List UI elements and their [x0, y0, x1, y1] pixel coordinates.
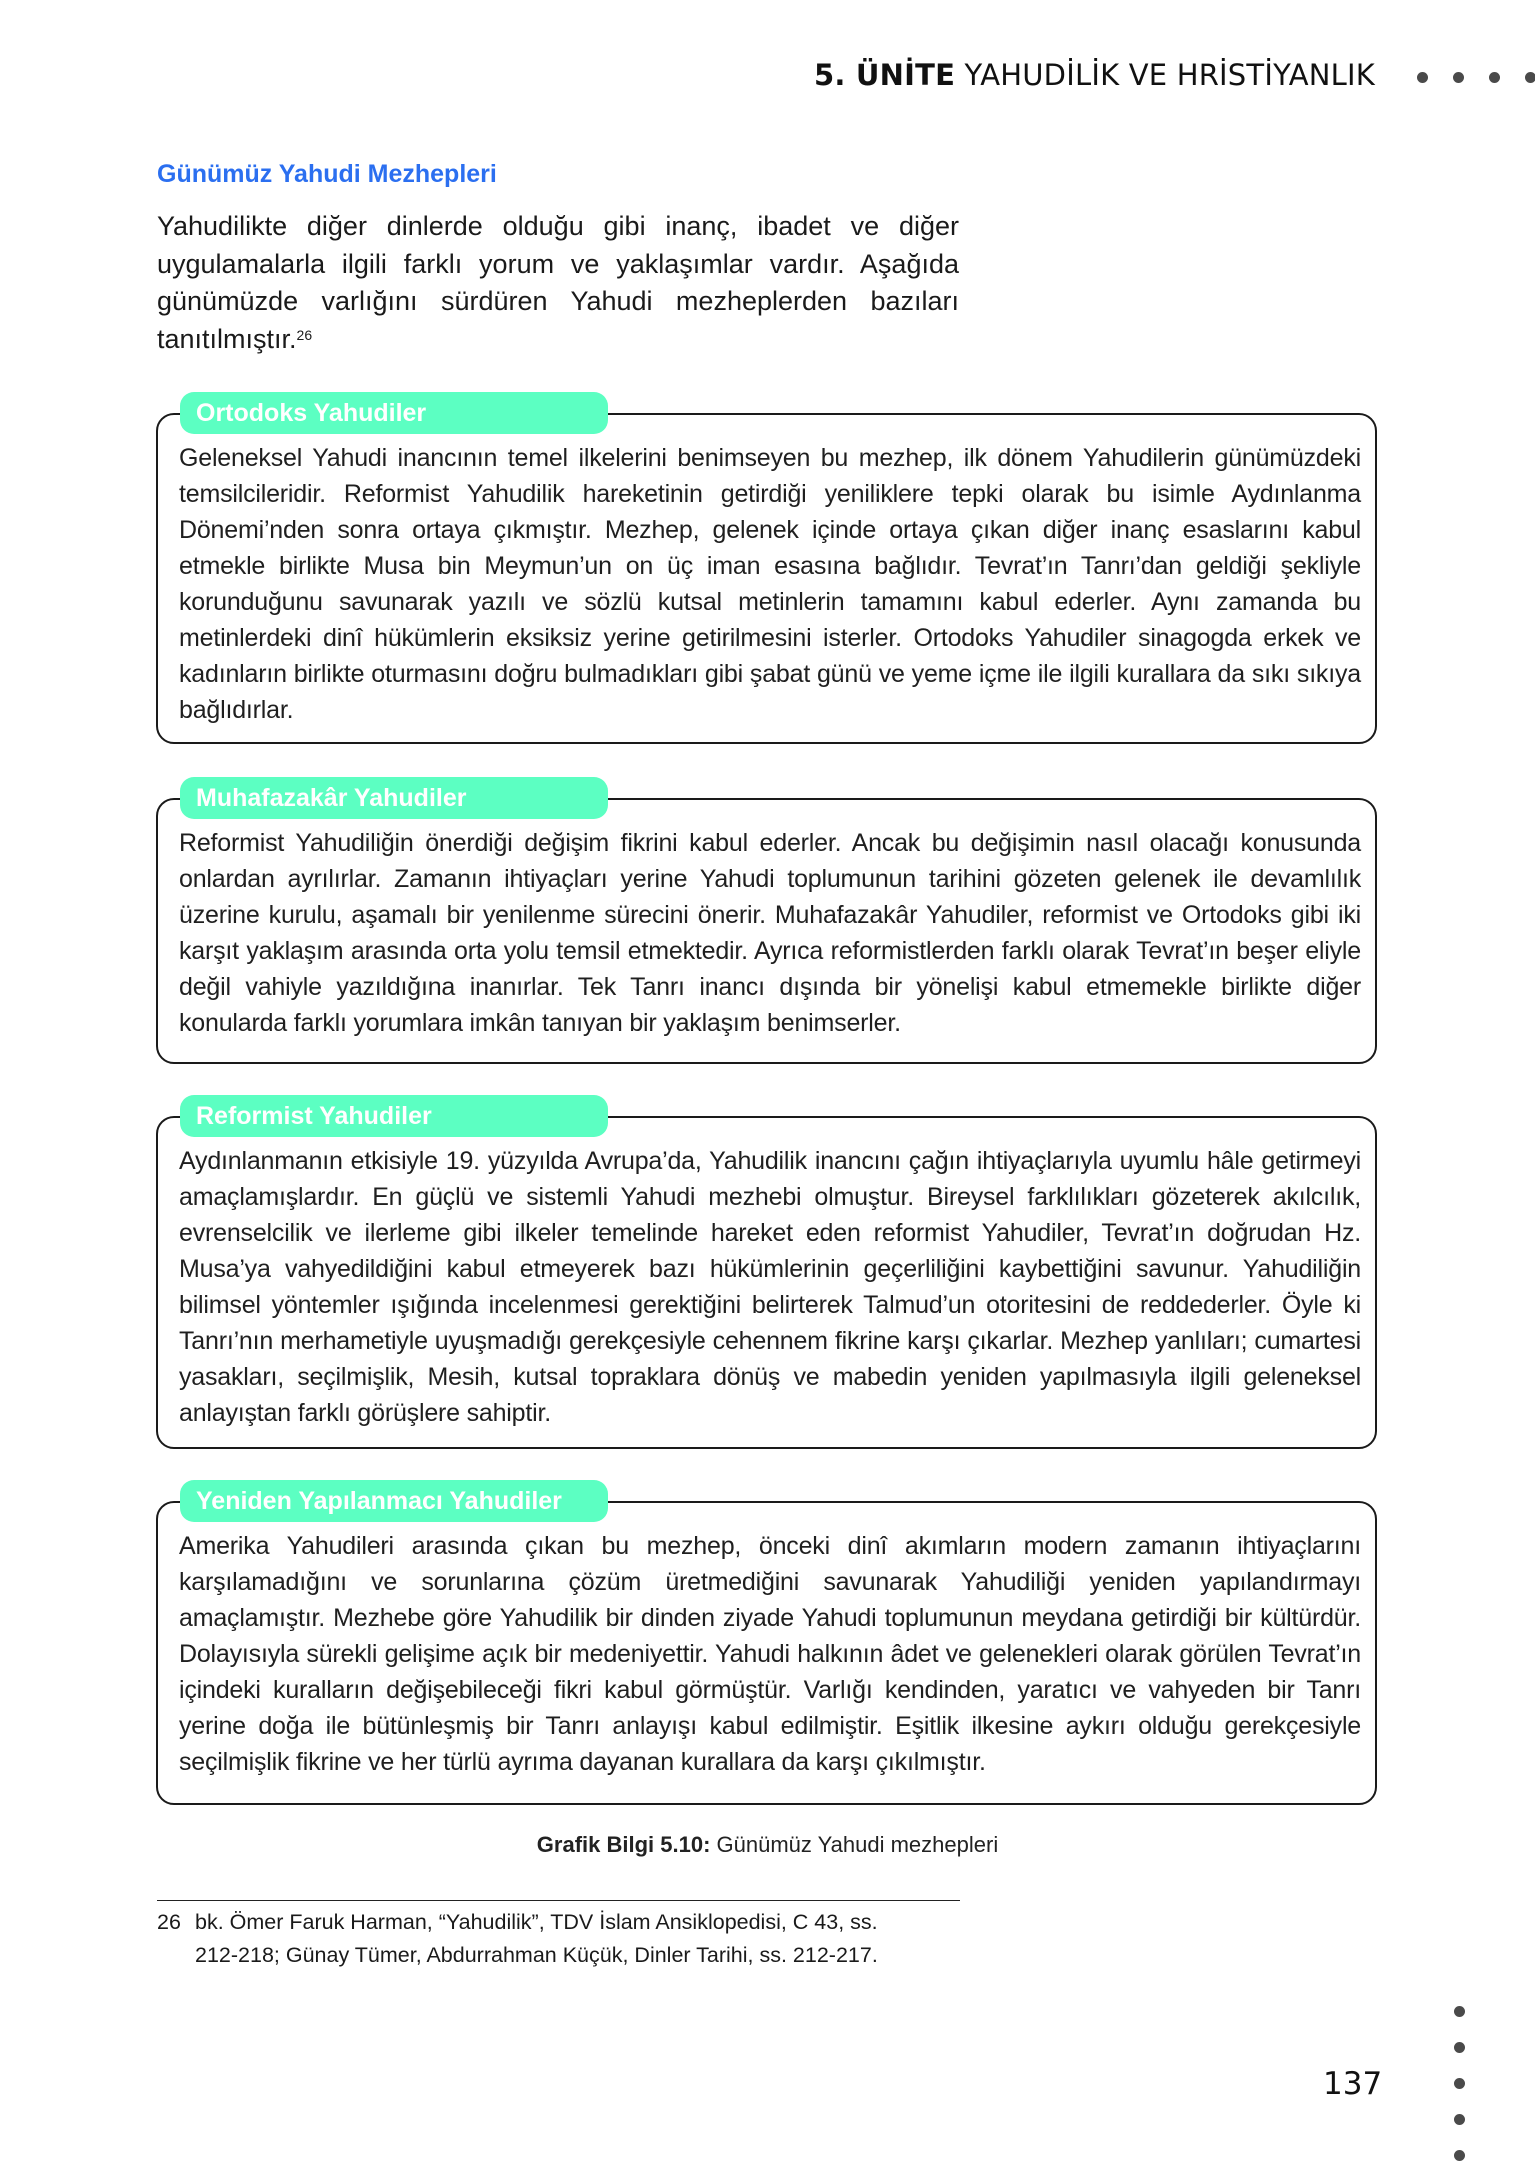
dot-icon	[1489, 72, 1500, 83]
card-title: Ortodoks Yahudiler	[196, 399, 427, 427]
section-title: Günümüz Yahudi Mezhepleri	[157, 160, 497, 188]
header-decor-dots	[1417, 72, 1535, 83]
card-text: Amerika Yahudileri arasında çıkan bu mezhep, önceki dinî akımların modern zamanın ihtiyaçlarını karşılamadığını ve sorunlarına çözüm üretmediğini savunarak Yahudiliği yeniden yapılandırmayı amaçlamıştır. Mezhebe göre Yahudilik bir dinden ziyade Yahudi toplumunun meydana getirdiği bir kültürdür. Dolayısıyla sürekli gelişime açık bir medeniyettir. Yahudi halkının âdet ve gelenekleri olarak görülen Tevrat’ın içindeki kuralların değişebileceği fikri kabul görmüştür. Varlığı kendinden, yaratıcı ve vahyeden bir Tanrı yerine doğa ile bütünleşmiş bir Tanrı anlayışı kabul edilmiştir. Eşitlik ilkesine aykırı olduğu gerekçesiyle seçilmişlik fikrine ve her türlü ayrıma dayanan kurallara da karşı çıkılmıştır.	[179, 1532, 1361, 1776]
unit-label: 5. ÜNİTE	[814, 58, 956, 92]
caption-label: Grafik Bilgi 5.10:	[536, 1832, 711, 1857]
footnote-divider	[157, 1900, 960, 1901]
card-text: Aydınlanmanın etkisiyle 19. yüzyılda Avrupa’da, Yahudilik inancını çağın ihtiyaçlarıyla uyumlu hâle getirmeyi amaçlamışlardır. En güçlü ve sistemli Yahudi mezhebi olmuştur. Bireysel farklılıkları gözeterek akılcılık, evrenselcilik ve ilerleme gibi ilkeler temelinde hareket eden reformist Yahudiler, Tevrat’ın doğrudan Hz. Musa’ya vahyedildiğini kabul etmeyerek bazı hükümlerinin geçerliliğini kaybettiğini savunur. Yahudiliğin bilimsel yöntemler ışığında incelenmesi gerektiğini belirterek Talmud’un otoritesini de reddederler. Öyle ki Tanrı’nın merhametiyle uyuşmadığı gerekçesiyle cehennem fikrine karşı çıkarlar. Mezhep yanlıları; cumartesi yasakları, seçilmişlik, Mesih, kutsal topraklara dönüş ve mabedin yeniden yapılmasıyla ilgili geleneksel anlayıştan farklı görüşlere sahiptir.	[179, 1147, 1361, 1427]
footnote	[157, 1906, 977, 1972]
card-tab	[180, 1095, 608, 1137]
footer-decor-dots	[1454, 2006, 1465, 2161]
footnote-number: 26	[157, 1910, 181, 1934]
footnote-line-2: 212-218; Günay Tümer, Abdurrahman Küçük, Dinler Tarihi, ss. 212-217.	[195, 1943, 878, 1967]
card-tab	[180, 392, 608, 434]
running-header	[814, 58, 1375, 92]
footnote-ref: 26	[296, 326, 313, 343]
page-number: 137	[1323, 2066, 1383, 2102]
card-muhafazakar	[156, 777, 1377, 1064]
dot-icon	[1525, 72, 1535, 83]
card-text: Geleneksel Yahudi inancının temel ilkelerini benimseyen bu mezhep, ilk dönem Yahudilerin günümüzdeki temsilcileridir. Reformist Yahudilik hareketinin getirdiği yeniliklere tepki olarak bu isimle Aydınlanma Dönemi’nden sonra ortaya çıkmıştır. Mezhep, gelenek içinde ortaya çıkan diğer inanç esaslarını kabul etmekle birlikte Musa bin Meymun’un on üç iman esasına bağlıdır. Tevrat’ın Tanrı’dan geldiği şekliyle korunduğunu savunarak yazılı ve sözlü kutsal metinlerin tamamını kabul ederler. Aynı zamanda bu metinlerdeki dinî hükümlerin eksiksiz yerine getirilmesini isterler. Ortodoks Yahudiler sinagogda erkek ve kadınların birlikte oturmasını doğru bulmadıkları gibi şabat günü ve yeme içme ile ilgili kurallara da sıkı sıkıya bağlıdırlar.	[179, 444, 1361, 724]
card-title: Muhafazakâr Yahudiler	[196, 784, 467, 812]
unit-title: YAHUDİLİK VE HRİSTİYANLIK	[964, 58, 1375, 92]
dot-icon	[1453, 72, 1464, 83]
card-tab	[180, 1480, 608, 1522]
dot-icon	[1454, 2150, 1465, 2161]
card-text: Reformist Yahudiliğin önerdiği değişim fikrini kabul ederler. Ancak bu değişimin nasıl olacağı konusunda onlardan ayrılırlar. Zamanın ihtiyaçları yerine Yahudi toplumunun tarihini gözeten gelenek ile devamlılık üzerine kurulu, aşamalı bir yenilenme sürecini önerir. Muhafazakâr Yahudiler, reformist ve Ortodoks gibi iki karşıt yaklaşım arasında orta yolu temsil etmektedir. Ayrıca reformistlerden farklı olarak Tevrat’ın beşer eliyle değil vahiyle yazıldığına inanırlar. Tek Tanrı inancı dışında bir yönelişi kabul etmemekle birlikte diğer konularda farklı yorumlara imkân tanıyan bir yaklaşım benimserler.	[179, 829, 1361, 1037]
card-reformist	[156, 1095, 1377, 1449]
footnote-line-1: bk. Ömer Faruk Harman, “Yahudilik”, TDV İslam Ansiklopedisi, C 43, ss.	[195, 1910, 878, 1934]
intro-paragraph	[157, 208, 959, 358]
figure-caption	[0, 1832, 1535, 1858]
intro-text: Yahudilikte diğer dinlerde olduğu gibi inanç, ibadet ve diğer uygulamalarla ilgili farklı yorum ve yaklaşımlar vardır. Aşağıda günümüzde varlığını sürdüren Yahudi mezheplerden bazıları tanıtılmıştır.	[157, 211, 959, 354]
dot-icon	[1454, 2042, 1465, 2053]
card-yeniden-yapilanmaci	[156, 1480, 1377, 1805]
dot-icon	[1454, 2006, 1465, 2017]
card-ortodoks	[156, 392, 1377, 744]
caption-text: Günümüz Yahudi mezhepleri	[710, 1832, 999, 1857]
card-tab	[180, 777, 608, 819]
card-title: Reformist Yahudiler	[196, 1102, 432, 1130]
dot-icon	[1417, 72, 1428, 83]
dot-icon	[1454, 2078, 1465, 2089]
card-title: Yeniden Yapılanmacı Yahudiler	[196, 1487, 562, 1515]
dot-icon	[1454, 2114, 1465, 2125]
